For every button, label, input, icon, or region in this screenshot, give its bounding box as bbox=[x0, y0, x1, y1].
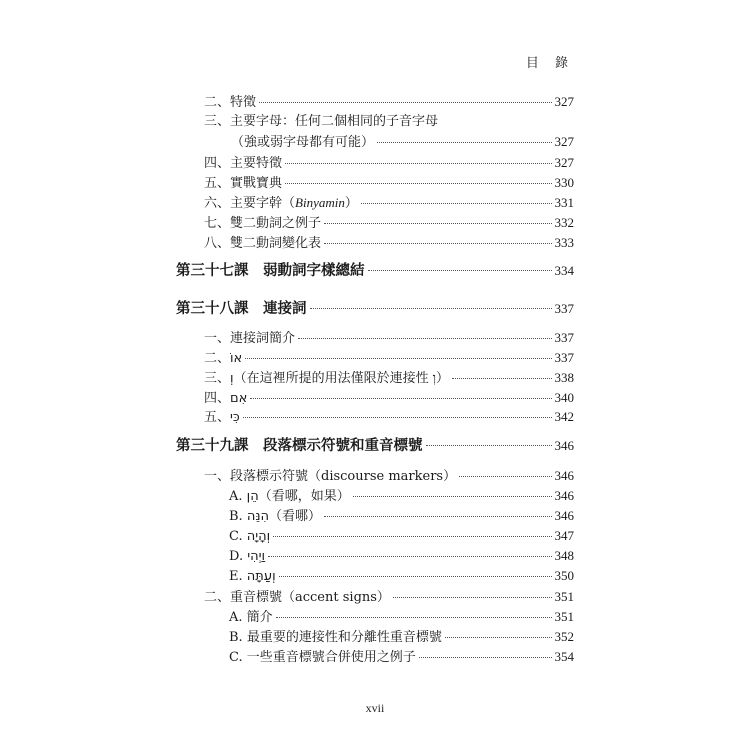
toc-lesson-heading[interactable] bbox=[176, 437, 574, 455]
toc-page-number: 351 bbox=[554, 609, 574, 624]
toc-entry-label: C. וְהָיָה bbox=[229, 529, 271, 544]
toc-page-number: 347 bbox=[554, 528, 574, 543]
toc-page-number: 348 bbox=[554, 548, 574, 563]
toc-page-number: 333 bbox=[554, 235, 574, 250]
toc-entry[interactable] bbox=[204, 154, 574, 173]
toc-entry[interactable] bbox=[229, 648, 574, 667]
toc-page-number: 342 bbox=[554, 409, 574, 424]
toc-page-number: 327 bbox=[554, 94, 574, 109]
toc-entry[interactable] bbox=[204, 329, 574, 348]
dot-leader bbox=[310, 307, 552, 309]
dot-leader bbox=[273, 535, 551, 537]
toc-entry[interactable] bbox=[229, 487, 574, 506]
toc-entry-label: 二、אוֹ bbox=[204, 351, 243, 366]
toc-entry-label: 四、主要特徵 bbox=[204, 156, 283, 171]
toc-entry[interactable] bbox=[204, 93, 574, 112]
hebrew-word: וְ bbox=[230, 371, 234, 386]
toc-entry[interactable] bbox=[204, 389, 574, 408]
toc-entry[interactable] bbox=[229, 628, 574, 647]
toc-page-number: 337 bbox=[554, 350, 574, 365]
toc-entry-label: 五、כִּי bbox=[204, 410, 240, 425]
dot-leader bbox=[324, 222, 551, 224]
dot-leader bbox=[353, 495, 552, 497]
dot-leader bbox=[298, 337, 551, 339]
hebrew-word: הֵן bbox=[246, 489, 259, 504]
dot-leader bbox=[361, 202, 552, 204]
hebrew-word: הִנֵּה bbox=[246, 509, 270, 524]
toc-entry-label: 五、實戰寶典 bbox=[204, 176, 283, 191]
toc-entry[interactable] bbox=[204, 194, 574, 213]
toc-entry[interactable] bbox=[204, 588, 574, 607]
toc-lesson-label: 第三十七課 弱動詞字樣總結 bbox=[176, 262, 365, 279]
dot-leader bbox=[368, 269, 552, 271]
toc-page-number: 340 bbox=[554, 390, 574, 405]
dot-leader bbox=[324, 515, 551, 517]
toc-lesson-heading[interactable] bbox=[176, 300, 574, 318]
toc-entry-label: 八、雙二動詞變化表 bbox=[204, 236, 322, 251]
toc-lesson-label: 第三十八課 連接詞 bbox=[176, 300, 307, 317]
toc-entry[interactable] bbox=[231, 133, 574, 152]
toc-entry-label: D. וַיְהִי bbox=[229, 549, 266, 564]
toc-page-number: 332 bbox=[554, 215, 574, 230]
toc-entry-label: 六、主要字幹（Binyamin） bbox=[204, 195, 358, 211]
toc-entry[interactable] bbox=[204, 467, 574, 486]
toc-entry-label: C. 一些重音標號合併使用之例子 bbox=[229, 650, 416, 665]
toc-entry-label: E. וְעַתָּה bbox=[229, 569, 276, 584]
dot-leader bbox=[393, 596, 552, 598]
toc-entry[interactable] bbox=[229, 527, 574, 546]
toc-entry[interactable] bbox=[204, 214, 574, 233]
toc-entry-label: 二、重音標號（accent signs） bbox=[204, 590, 390, 605]
dot-leader bbox=[324, 242, 551, 244]
hebrew-word: כִּי bbox=[230, 410, 240, 425]
toc-page-number: 346 bbox=[554, 438, 574, 453]
dot-leader bbox=[259, 101, 551, 103]
toc-entry[interactable] bbox=[229, 567, 574, 586]
toc-page-number: 350 bbox=[554, 568, 574, 583]
dot-leader bbox=[243, 416, 552, 418]
toc-entry-label: A. הֵן（看哪，如果） bbox=[229, 489, 350, 504]
toc-entry[interactable] bbox=[229, 547, 574, 566]
running-head: 目 錄 bbox=[525, 56, 574, 71]
toc-entry-label: B. הִנֵּה（看哪） bbox=[229, 509, 322, 524]
toc-entry[interactable] bbox=[204, 113, 574, 131]
toc-page-number: 346 bbox=[554, 468, 574, 483]
dot-leader bbox=[459, 475, 551, 477]
toc-page-number: 346 bbox=[554, 508, 574, 523]
toc-entry-label: B. 最重要的連接性和分離性重音標號 bbox=[229, 630, 442, 645]
hebrew-word: אִם bbox=[230, 391, 248, 406]
dot-leader bbox=[445, 636, 552, 638]
toc-entry-label: 一、段落標示符號（discourse markers） bbox=[204, 469, 457, 484]
toc-page-number: 346 bbox=[554, 488, 574, 503]
dot-leader bbox=[268, 555, 551, 557]
toc-entry[interactable] bbox=[204, 174, 574, 193]
dot-leader bbox=[285, 162, 551, 164]
toc-entry-label: （強或弱字母都有可能） bbox=[231, 135, 375, 150]
toc-page-number: 337 bbox=[554, 330, 574, 345]
hebrew-word: וְהָיָה bbox=[246, 529, 271, 544]
dot-leader bbox=[377, 141, 551, 143]
hebrew-word: וַיְהִי bbox=[247, 549, 266, 564]
dot-leader bbox=[285, 182, 551, 184]
dot-leader bbox=[245, 357, 551, 359]
toc-entry[interactable] bbox=[229, 608, 574, 627]
toc-page-number: 327 bbox=[554, 155, 574, 170]
toc-entry-label: 一、連接詞簡介 bbox=[204, 331, 296, 346]
toc-entry[interactable] bbox=[229, 507, 574, 526]
dot-leader bbox=[452, 377, 551, 379]
toc-page-number: 330 bbox=[554, 175, 574, 190]
hebrew-word: אוֹ bbox=[230, 351, 243, 366]
page-folio: xvii bbox=[365, 701, 385, 715]
toc-page-number: 354 bbox=[554, 649, 574, 664]
binyamin-term: Binyamin bbox=[295, 195, 345, 210]
toc-page-number: 331 bbox=[554, 195, 574, 210]
toc-entry[interactable] bbox=[204, 369, 574, 388]
hebrew-word: וְעַתָּה bbox=[246, 569, 276, 584]
toc-entry-label: 七、雙二動詞之例子 bbox=[204, 216, 322, 231]
toc-page-number: 334 bbox=[554, 263, 574, 278]
dot-leader bbox=[250, 397, 551, 399]
dot-leader bbox=[419, 656, 552, 658]
toc-page-number: 327 bbox=[554, 134, 574, 149]
toc-page-number: 352 bbox=[554, 629, 574, 644]
dot-leader bbox=[276, 616, 552, 618]
dot-leader bbox=[426, 444, 552, 446]
toc-page-number: 338 bbox=[554, 370, 574, 385]
toc-entry[interactable] bbox=[204, 234, 574, 253]
dot-leader bbox=[279, 575, 552, 577]
toc-entry-label: 三、主要字母：任何二個相同的子音字母 bbox=[204, 114, 439, 129]
toc-entry-label: A. 簡介 bbox=[229, 610, 273, 625]
toc-page-number: 351 bbox=[554, 589, 574, 604]
toc-lesson-label: 第三十九課 段落標示符號和重音標號 bbox=[176, 437, 423, 454]
toc-entry[interactable] bbox=[204, 349, 574, 368]
toc-page-number: 337 bbox=[554, 301, 574, 316]
toc-entry-label: 二、特徵 bbox=[204, 95, 257, 110]
toc-entry-label: 四、אִם bbox=[204, 391, 248, 406]
toc-entry[interactable] bbox=[204, 408, 574, 427]
toc-lesson-heading[interactable] bbox=[176, 262, 574, 280]
toc-entry-label: 三、וְ（在這裡所提的用法僅限於連接性 וְ） bbox=[204, 371, 450, 386]
